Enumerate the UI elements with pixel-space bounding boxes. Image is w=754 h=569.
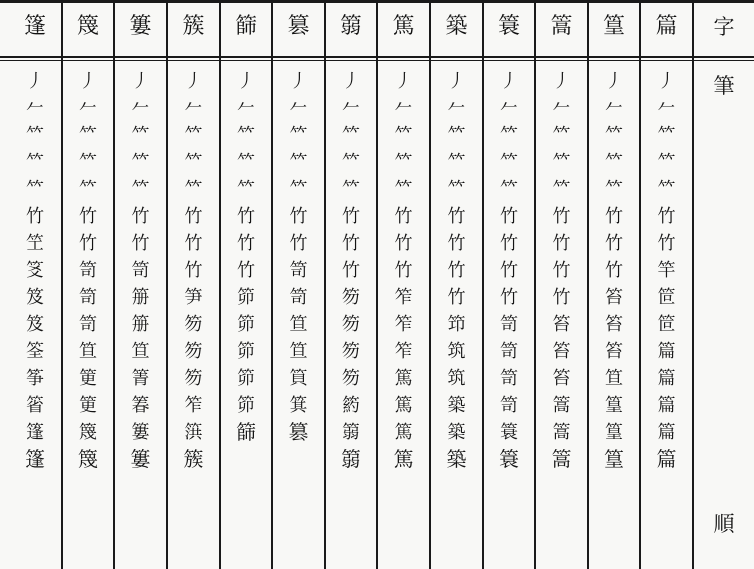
character-column [115,0,166,569]
stroke-step: 丿 [657,71,676,92]
stroke-step: 𥫗 [447,179,466,200]
stroke-step: 篤 [394,368,413,389]
stroke-step: 竹 [394,233,413,254]
stroke-step: 𥫗 [131,152,150,173]
stroke-step: 笥 [79,260,97,281]
stroke-step-final: 篩 [236,420,256,444]
stroke-steps [431,68,482,473]
stroke-step: 竹 [184,260,203,281]
column-character: 簇 [182,14,205,39]
character-column [273,0,324,569]
stroke-step: 𥫗 [79,125,97,146]
stroke-step: 𥫗 [131,125,150,146]
stroke-step-final: 篷 [25,447,45,471]
stroke-steps [9,68,61,473]
stroke-step-final: 篛 [341,447,361,471]
stroke-step: 笈 [26,287,44,308]
legend-bottom-char: 順 [713,512,735,536]
stroke-step: 竹 [605,233,623,254]
stroke-step: 筌 [26,341,44,362]
stroke-step: 竹 [552,233,571,254]
stroke-step: 竹 [605,260,623,281]
column-character: 篡 [287,14,310,39]
stroke-step: 篇 [657,368,676,389]
stroke-step: 笥 [131,260,150,281]
stroke-step: 箐 [131,368,150,389]
stroke-step: 丿 [500,71,518,92]
stroke-step: 丿 [79,71,97,92]
stroke-step: 𠂉 [657,98,676,119]
stroke-step: 𠂉 [131,98,150,119]
stroke-step: 笷 [237,341,255,362]
stroke-step: 竹 [131,233,150,254]
stroke-step: 𥫗 [79,179,97,200]
character-column [63,0,113,569]
stroke-step: 笥 [289,287,308,308]
stroke-step: 箕 [289,395,308,416]
stroke-step-final: 簇 [183,447,204,471]
stroke-step: 笏 [184,314,203,335]
character-column [221,0,271,569]
stroke-step: 篤 [394,395,413,416]
stroke-step: 𥫗 [394,125,413,146]
stroke-step: 笅 [26,260,44,281]
stroke-step: 𥫗 [26,152,44,173]
stroke-step: 笪 [605,368,623,389]
stroke-step: 笈 [26,314,44,335]
stroke-step: 𥫗 [237,179,255,200]
character-column [9,0,61,569]
stroke-step: 竹 [447,233,466,254]
stroke-step: 竹 [447,206,466,227]
stroke-step: 篙 [552,395,571,416]
stroke-step: 丿 [552,71,571,92]
stroke-step: 丿 [394,71,413,92]
stroke-step: 竿 [657,260,676,281]
stroke-step: 𠂉 [552,98,571,119]
stroke-step: 丿 [131,71,150,92]
stroke-step: 篇 [657,422,676,443]
stroke-steps [273,68,324,446]
character-column [378,0,429,569]
stroke-step: 竹 [394,260,413,281]
stroke-step: 笮 [394,287,413,308]
stroke-step: 竹 [552,260,571,281]
stroke-steps [589,68,639,473]
stroke-step: 竹 [289,206,308,227]
stroke-step: 𥫗 [289,125,308,146]
stroke-step: 𥫗 [605,152,623,173]
stroke-step: 箹 [342,395,360,416]
stroke-step: 笷 [237,314,255,335]
stroke-step: 𠂉 [342,98,360,119]
stroke-step: 𠂉 [500,98,518,119]
stroke-step: 簑 [500,422,518,443]
character-column [431,0,482,569]
stroke-steps [326,68,376,473]
stroke-step: 笏 [342,287,360,308]
stroke-step: 𥫗 [342,179,360,200]
column-character: 篩 [234,14,257,39]
stroke-step: 笞 [552,368,571,389]
stroke-step: 𥫗 [447,125,466,146]
stroke-step: 篇 [657,341,676,362]
stroke-steps [484,68,534,473]
stroke-step: 丿 [605,71,623,92]
stroke-step: 竹 [79,233,97,254]
legend-top-char: 字 [713,15,735,39]
stroke-step: 笮 [394,314,413,335]
stroke-step: 丿 [289,71,308,92]
stroke-step: 丿 [26,71,44,92]
stroke-step: 築 [447,395,466,416]
stroke-step: 笪 [79,341,97,362]
column-character: 篷 [23,14,46,39]
column-character: 築 [445,14,468,39]
stroke-step: 笷 [237,368,255,389]
stroke-step: 竹 [184,233,203,254]
stroke-steps [378,68,429,473]
stroke-step: 笞 [552,341,571,362]
stroke-step: 笞 [605,287,623,308]
stroke-step: 笪 [289,341,308,362]
stroke-step: 𥫗 [131,179,150,200]
character-column [536,0,587,569]
stroke-step: 𥫗 [342,125,360,146]
stroke-steps [115,68,166,473]
column-character: 篁 [602,14,625,39]
column-character: 篤 [392,14,415,39]
stroke-step: 竹 [289,233,308,254]
stroke-step: 箺 [131,395,150,416]
stroke-step: 篤 [394,422,413,443]
stroke-step: 𥫗 [289,179,308,200]
stroke-step: 𥫗 [26,179,44,200]
stroke-step: 笷 [237,287,255,308]
stroke-step: 𥫗 [184,179,203,200]
stroke-step: 𥫗 [26,125,44,146]
stroke-step: 笻 [447,314,466,335]
stroke-step: 笏 [184,341,203,362]
stroke-step: 笮 [184,395,203,416]
stroke-step: 𠂉 [394,98,413,119]
stroke-step: 𠂉 [26,98,44,119]
stroke-step: 篁 [605,395,623,416]
stroke-step: 笮 [394,341,413,362]
stroke-steps [168,68,219,473]
column-character: 篇 [655,14,678,39]
stroke-step: 𥫗 [552,152,571,173]
stroke-step: 竹 [131,206,150,227]
stroke-step: 笋 [184,287,203,308]
stroke-step: 簍 [131,422,150,443]
stroke-step: 筫 [289,368,308,389]
stroke-step: 𥫗 [447,152,466,173]
stroke-step-final: 篇 [656,447,677,471]
stroke-step: 丿 [184,71,203,92]
stroke-step: 笥 [500,314,518,335]
character-column [326,0,376,569]
column-character: 簍 [129,14,152,39]
stroke-step: 筻 [79,395,97,416]
stroke-step: 笪 [131,341,150,362]
stroke-step: 竹 [237,233,255,254]
stroke-step: 笥 [500,341,518,362]
stroke-step: 𥫗 [500,152,518,173]
stroke-step: 𥫗 [552,179,571,200]
stroke-step-final: 篤 [393,447,414,471]
stroke-step: 竹 [657,233,676,254]
stroke-step-final: 簍 [130,447,151,471]
stroke-step-final: 篁 [604,447,624,471]
stroke-step-final: 篙 [551,447,572,471]
legend-mid-char: 筆 [713,74,735,98]
stroke-step: 𥫗 [394,152,413,173]
stroke-step: 竹 [237,206,255,227]
stroke-step: 篾 [79,422,97,443]
stroke-step: 笧 [131,287,150,308]
stroke-step-final: 簑 [499,447,519,471]
stroke-step: 笥 [289,260,308,281]
stroke-step: 𠂉 [237,98,255,119]
stroke-step: 𥫗 [500,125,518,146]
stroke-step-final: 篾 [78,447,98,471]
stroke-step: 竹 [552,287,571,308]
stroke-step: 笏 [342,341,360,362]
stroke-step: 𥫗 [237,125,255,146]
stroke-step: 𥫗 [342,152,360,173]
stroke-step: 篁 [605,422,623,443]
stroke-step: 築 [447,422,466,443]
stroke-step: 笏 [184,368,203,389]
stroke-step: 𥫗 [184,125,203,146]
character-column [589,0,639,569]
stroke-step-final: 築 [446,447,467,471]
stroke-step: 竹 [657,206,676,227]
stroke-step: 笷 [237,395,255,416]
stroke-step: 篊 [184,422,203,443]
stroke-step: 竹 [447,260,466,281]
stroke-step: 竹 [500,233,518,254]
stroke-step: 𠂉 [79,98,97,119]
stroke-step: 竹 [237,260,255,281]
stroke-step: 篇 [657,395,676,416]
stroke-step: 笸 [657,314,676,335]
stroke-step: 𥫗 [605,179,623,200]
stroke-step: 𠂉 [605,98,623,119]
stroke-step: 𥫗 [657,125,676,146]
stroke-step: 笥 [79,314,97,335]
stroke-step: 箵 [26,395,44,416]
stroke-step: 竹 [184,206,203,227]
stroke-steps [641,68,692,473]
column-character: 篾 [76,14,99,39]
stroke-step: 𠂉 [447,98,466,119]
character-column [641,0,692,569]
stroke-step: 竹 [500,206,518,227]
stroke-step: 𥫗 [289,152,308,173]
stroke-step: 𥫗 [79,152,97,173]
stroke-step: 𠂉 [184,98,203,119]
stroke-step: 丿 [342,71,360,92]
stroke-step: 篷 [26,422,44,443]
stroke-step: 筑 [447,341,466,362]
stroke-step-final: 篡 [288,420,309,444]
stroke-step: 丿 [237,71,255,92]
stroke-step: 笏 [342,368,360,389]
stroke-step: 竹 [342,206,360,227]
column-character: 篛 [339,14,362,39]
stroke-step: 竹 [26,206,44,227]
stroke-step: 𥫗 [657,152,676,173]
stroke-steps [63,68,113,473]
stroke-step: 竹 [500,260,518,281]
stroke-step: 竹 [447,287,466,308]
stroke-step: 竹 [552,206,571,227]
stroke-step: 竹 [500,287,518,308]
stroke-step: 笞 [552,314,571,335]
legend-column [694,0,754,569]
stroke-steps [221,68,271,446]
stroke-steps [536,68,587,473]
stroke-step: 𥫗 [500,179,518,200]
stroke-step: 筑 [447,368,466,389]
stroke-step: 筻 [79,368,97,389]
stroke-step: 𥫗 [657,179,676,200]
stroke-step: 笥 [500,395,518,416]
stroke-step: 笥 [500,368,518,389]
stroke-step: 𥫗 [605,125,623,146]
stroke-step: 𥫗 [394,179,413,200]
stroke-step: 笧 [131,314,150,335]
stroke-step: 竹 [605,206,623,227]
stroke-step: 笸 [657,287,676,308]
stroke-step: 𥫗 [184,152,203,173]
character-column [484,0,534,569]
stroke-step: 𥫗 [237,152,255,173]
stroke-step: 𥫗 [552,125,571,146]
stroke-step: 笏 [342,314,360,335]
column-character: 篙 [550,14,573,39]
stroke-step: 𠂉 [289,98,308,119]
stroke-step: 笪 [289,314,308,335]
stroke-step: 丿 [447,71,466,92]
stroke-step: 篛 [342,422,360,443]
stroke-step: 笞 [605,314,623,335]
column-character: 簑 [497,14,520,39]
stroke-step: 笞 [605,341,623,362]
character-column [168,0,219,569]
stroke-step: 笁 [26,233,44,254]
stroke-step: 竹 [79,206,97,227]
stroke-step: 篙 [552,422,571,443]
stroke-step: 竹 [342,260,360,281]
stroke-step: 竹 [394,206,413,227]
stroke-step: 筝 [26,368,44,389]
stroke-step: 竹 [342,233,360,254]
stroke-step: 笥 [79,287,97,308]
